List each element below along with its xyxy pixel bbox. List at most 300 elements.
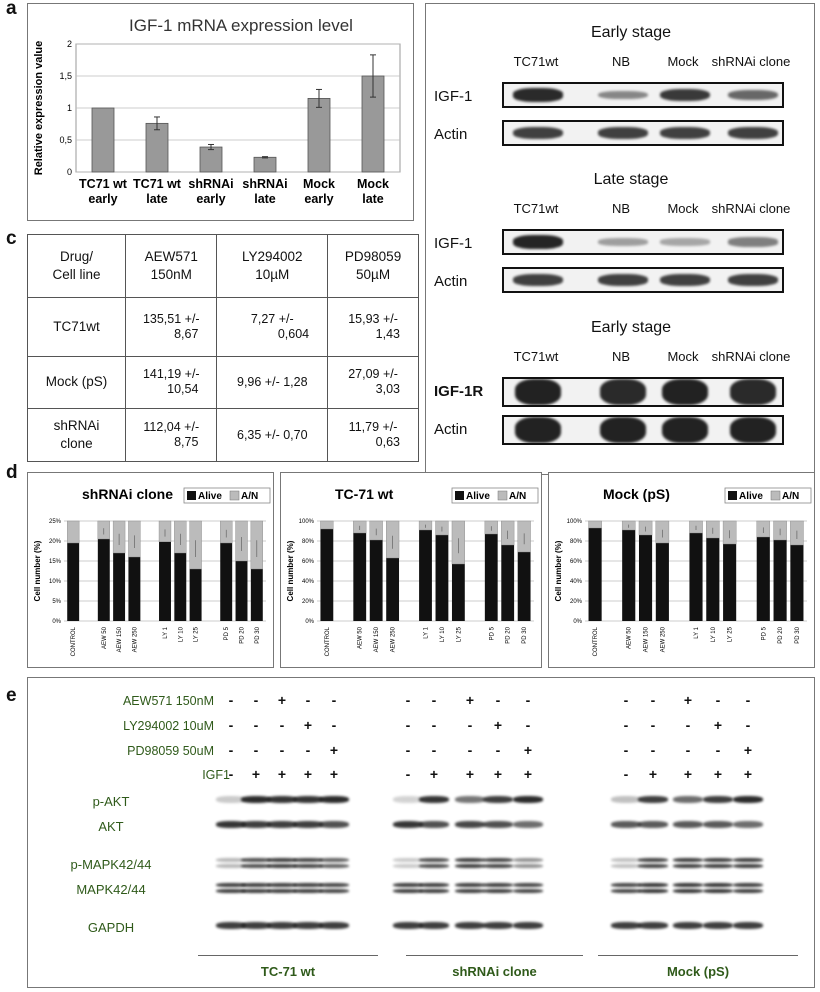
y-tick-label: 20% [301, 599, 314, 605]
lane-label: NB [611, 349, 631, 364]
blot-label: GAPDH [87, 920, 135, 935]
cell-line: 9,96 +/- 1,28 [237, 374, 308, 389]
y-tick-label: 20% [48, 539, 61, 545]
x-tick-label: LY 1 [163, 627, 169, 639]
blot-band [730, 417, 776, 443]
lane-label: TC71wt [513, 349, 559, 364]
y-tick-label: 0% [52, 619, 61, 625]
y-tick-label: 15% [48, 559, 61, 565]
blot-band [483, 883, 513, 887]
bar-alive [790, 545, 803, 621]
blot-row-label: IGF-1 [434, 235, 473, 252]
blot-band [319, 889, 349, 893]
table-header-line: 10µM [255, 266, 290, 282]
tc71-viability-chart [281, 473, 540, 666]
treatment-sign: - [405, 717, 411, 733]
blot-band [638, 858, 668, 862]
blot-section-title: Early stage [590, 319, 672, 336]
blot-strip [502, 415, 784, 445]
bar-alive [452, 564, 465, 621]
x-tick-label: early [196, 192, 226, 206]
treatment-sign: - [228, 692, 234, 708]
blot-band [733, 889, 763, 893]
cell-line: 8,75 [174, 435, 199, 450]
blot-band [600, 379, 646, 405]
blot-band [598, 274, 648, 286]
treatment-sign: + [493, 717, 503, 733]
cell-line: 135,51 +/- [142, 311, 200, 326]
treatment-sign: + [329, 766, 339, 782]
x-tick-label: LY 1 [694, 627, 700, 639]
cell-line: 6,35 +/- 0,70 [237, 427, 308, 442]
treatment-sign: + [743, 766, 753, 782]
blot-band [513, 88, 563, 102]
treatment-sign: + [251, 766, 261, 782]
x-tick-label: PD 5 [224, 627, 231, 641]
x-tick-label: PD 20 [505, 627, 512, 644]
treatment-label: AEW571 150nM [122, 694, 214, 708]
treatment-sign: - [431, 742, 437, 758]
cell-line: 141,19 +/- [142, 367, 200, 382]
x-tick-label: LY 10 [439, 627, 446, 643]
bar-alive [113, 553, 125, 621]
panel-label-c: c [6, 228, 17, 249]
treatment-sign: + [429, 766, 439, 782]
y-axis-label: Relative expression value [33, 40, 45, 176]
panel-a-frame [27, 3, 414, 221]
lane-label: TC71wt [513, 201, 559, 216]
treatment-sign: + [683, 766, 693, 782]
blot-band [513, 889, 543, 893]
blot-band [455, 821, 485, 828]
y-tick-label: 1 [66, 103, 72, 113]
blot-row-label: Actin [434, 126, 468, 143]
table-cell [217, 409, 328, 462]
blot-band [660, 238, 710, 245]
blot-band [673, 858, 703, 862]
table-header-line: LY294002 [241, 248, 303, 264]
treatment-sign: - [650, 742, 656, 758]
blot-band [319, 796, 349, 803]
x-tick-label: early [88, 192, 118, 206]
y-tick-label: 1,5 [59, 71, 72, 81]
blot-band [513, 235, 563, 249]
treatment-sign: + [493, 766, 503, 782]
x-tick-label: Mock [303, 177, 335, 191]
y-tick-label: 40% [301, 579, 314, 585]
bar-alive [436, 535, 449, 621]
treatment-sign: - [305, 742, 311, 758]
blot-band [728, 90, 778, 100]
treatment-sign: - [279, 742, 285, 758]
x-tick-label: LY 25 [193, 627, 200, 643]
bar-alive [706, 538, 719, 621]
treatment-sign: + [713, 717, 723, 733]
y-tick-label: 100% [566, 519, 582, 525]
treatment-sign: + [303, 766, 313, 782]
blot-label: p-AKT [92, 794, 130, 809]
treatment-sign: - [331, 692, 337, 708]
blot-band [638, 821, 668, 828]
table-header-line: Drug/ [60, 248, 94, 264]
y-tick-label: 25% [48, 519, 61, 525]
y-tick-label: 0,5 [59, 135, 72, 145]
blot-label: p-MAPK42/44 [70, 857, 152, 872]
blot-section-title: Late stage [593, 171, 669, 188]
cell-line: 10,54 [167, 382, 199, 397]
blot-band [483, 796, 513, 803]
group-underline [598, 955, 798, 956]
blot-band [319, 922, 349, 929]
bar-alive [757, 537, 770, 621]
legend-label: A/N [782, 491, 800, 502]
x-tick-label: AEW 50 [101, 627, 108, 650]
blot-band [455, 864, 485, 868]
table-cell [217, 297, 328, 356]
bar-alive [386, 558, 399, 621]
blot-band [598, 127, 648, 139]
panel-d-shrnai-frame [27, 472, 274, 668]
blot-row-label: Actin [434, 421, 468, 438]
blot-band [319, 883, 349, 887]
group-underline [198, 955, 378, 956]
y-axis-label: Cell number (%) [554, 540, 563, 602]
treatment-sign: - [650, 717, 656, 733]
x-tick-label: AEW 150 [643, 627, 650, 653]
lane-label: Mock [667, 349, 699, 364]
y-tick-label: 0 [66, 167, 72, 177]
lane-label: shRNAi clone [711, 54, 791, 69]
blot-band [673, 883, 703, 887]
table-header-row [28, 235, 419, 298]
x-tick-label: TC71 wt [79, 177, 127, 191]
lane-label: Mock [667, 201, 699, 216]
blot-band [638, 889, 668, 893]
treatment-sign: + [648, 766, 658, 782]
treatment-sign: - [405, 742, 411, 758]
treatment-sign: + [303, 717, 313, 733]
blot-band [660, 89, 710, 102]
legend-swatch-an [230, 491, 239, 500]
legend-swatch-alive [455, 491, 464, 500]
row-name-line: Mock (pS) [45, 374, 108, 390]
cell-line: 27,09 +/- [348, 367, 398, 382]
legend-label: A/N [241, 491, 259, 502]
blot-band [662, 379, 708, 405]
cell-line: 0,63 [375, 435, 400, 450]
treatment-sign: - [715, 692, 721, 708]
treatment-sign: - [253, 742, 259, 758]
drug-ic50-table [27, 234, 419, 462]
y-tick-label: 40% [569, 579, 582, 585]
bar-alive [622, 530, 635, 621]
treatment-label: LY294002 10uM [123, 719, 214, 733]
chart-title: shRNAi clone [82, 486, 174, 502]
x-tick-label: AEW 150 [117, 627, 124, 653]
treatment-sign: - [495, 692, 501, 708]
bar [200, 147, 222, 172]
blot-band [673, 796, 703, 803]
table-header-cell [126, 235, 217, 298]
x-tick-label: LY 1 [423, 627, 430, 639]
y-tick-label: 5% [52, 599, 61, 605]
bar-alive [518, 552, 531, 621]
x-tick-label: late [362, 192, 384, 206]
blot-band [703, 883, 733, 887]
y-tick-label: 20% [569, 599, 582, 605]
treatment-sign: + [683, 692, 693, 708]
x-tick-label: PD 20 [239, 627, 246, 644]
bar-alive [689, 533, 702, 621]
blot-band [483, 858, 513, 862]
bar-alive [320, 529, 333, 621]
x-tick-label: AEW 150 [374, 627, 381, 653]
blot-band [660, 274, 710, 286]
treatment-sign: + [277, 766, 287, 782]
lane-label: shRNAi clone [711, 349, 791, 364]
cell-line: 3,03 [375, 382, 400, 397]
table-cell [217, 356, 328, 409]
table-header-line: AEW571 [144, 248, 198, 264]
treatment-sign: - [279, 717, 285, 733]
row-name-line: TC71wt [53, 318, 100, 334]
blot-strip [502, 82, 784, 108]
treatment-sign: - [525, 717, 531, 733]
panel-e-frame [27, 677, 815, 988]
table-row-name [28, 409, 126, 462]
blot-band [455, 796, 485, 803]
table-row [28, 409, 419, 462]
legend-swatch-alive [187, 491, 196, 500]
treatment-sign: - [305, 692, 311, 708]
blot-band [638, 864, 668, 868]
blot-band [483, 889, 513, 893]
bar-alive [67, 543, 79, 621]
blot-band [419, 864, 449, 868]
legend-swatch-alive [728, 491, 737, 500]
blot-band [733, 796, 763, 803]
lane-label: Mock [667, 54, 699, 69]
blot-band [660, 127, 710, 139]
bar-alive [353, 533, 366, 621]
blot-band [513, 883, 543, 887]
chart-title: TC-71 wt [335, 486, 394, 502]
blot-band [598, 91, 648, 100]
blot-strip [502, 120, 784, 146]
table-header-line: Cell line [52, 266, 101, 282]
blot-band [728, 274, 778, 286]
blot-band [703, 889, 733, 893]
blot-strip [502, 229, 784, 255]
blot-band [419, 821, 449, 828]
treatment-sign: - [228, 742, 234, 758]
group-label: Mock (pS) [666, 964, 730, 979]
treatment-sign: - [405, 766, 411, 782]
treatment-sign: - [228, 766, 234, 782]
bar-an [589, 521, 602, 528]
x-tick-label: CONTROL [324, 627, 331, 657]
treatment-sign: - [650, 692, 656, 708]
blot-band [703, 796, 733, 803]
chart-title: Mock (pS) [603, 486, 670, 502]
cell-line: 0,604 [277, 326, 310, 341]
y-axis-label: Cell number (%) [286, 540, 295, 602]
table-cell [126, 356, 217, 409]
x-tick-label: AEW 50 [626, 627, 633, 650]
treatment-sign: - [495, 742, 501, 758]
blot-row-label: IGF-1R [434, 383, 484, 400]
treatment-sign: - [623, 717, 629, 733]
y-tick-label: 60% [301, 559, 314, 565]
y-tick-label: 80% [301, 539, 314, 545]
bar-alive [419, 530, 432, 621]
blot-band [703, 864, 733, 868]
legend-swatch-an [498, 491, 507, 500]
blot-band [319, 858, 349, 862]
table-cell [126, 409, 217, 462]
treatment-sign: - [467, 717, 473, 733]
y-tick-label: 0% [305, 619, 314, 625]
row-name-line: shRNAi [53, 418, 100, 434]
treatment-sign: - [431, 717, 437, 733]
blot-section-title: Early stage [590, 24, 672, 41]
legend-swatch-an [771, 491, 780, 500]
table-header-line: 50µM [356, 266, 391, 282]
x-tick-label: PD 30 [254, 627, 261, 644]
legend-label: Alive [739, 491, 763, 502]
treatment-sign: - [623, 766, 629, 782]
blot-band [483, 922, 513, 929]
table-cell [328, 356, 419, 409]
blot-band [728, 237, 778, 246]
treatment-sign: - [331, 717, 337, 733]
x-tick-label: shRNAi [188, 177, 234, 191]
blot-band [638, 883, 668, 887]
blot-band [703, 858, 733, 862]
blot-band [319, 821, 349, 828]
x-tick-label: Mock [357, 177, 389, 191]
mock-viability-chart [549, 473, 813, 666]
x-tick-label: PD 5 [489, 627, 496, 641]
x-tick-label: PD 30 [794, 627, 801, 644]
blot-band [733, 858, 763, 862]
treatment-sign: - [228, 717, 234, 733]
chart-title: IGF-1 mRNA expression level [129, 16, 353, 35]
blot-row-label: Actin [434, 273, 468, 290]
bar-alive [774, 540, 787, 621]
treatment-sign: + [713, 766, 723, 782]
blot-band [513, 864, 543, 868]
panel-label-a: a [6, 0, 17, 19]
bar-alive [159, 542, 171, 621]
blot-band [483, 864, 513, 868]
blot-band [513, 127, 563, 139]
treatment-sign: - [431, 692, 437, 708]
treatment-sign: + [743, 742, 753, 758]
blot-label: MAPK42/44 [76, 882, 146, 897]
bar-alive [501, 545, 514, 621]
blot-band [611, 858, 641, 862]
panel-b-frame [425, 3, 815, 475]
x-tick-label: PD 5 [761, 627, 768, 641]
blot-band [515, 379, 561, 405]
blot-band [733, 864, 763, 868]
table-row [28, 356, 419, 409]
y-tick-label: 2 [66, 39, 72, 49]
x-tick-label: shRNAi [242, 177, 288, 191]
blot-band [733, 883, 763, 887]
bar-alive [639, 535, 652, 621]
panel-label-d: d [6, 462, 18, 483]
panel-label-e: e [6, 685, 17, 706]
cell-line: 112,04 +/- [143, 420, 200, 435]
blot-band [419, 883, 449, 887]
legend-label: Alive [198, 491, 222, 502]
treatment-sign: - [685, 717, 691, 733]
treatment-sign: + [523, 742, 533, 758]
blot-strip [502, 377, 784, 407]
shrnai-viability-chart [28, 473, 272, 666]
treatment-sign: - [685, 742, 691, 758]
blot-band [515, 417, 561, 443]
table-header-line: 150nM [150, 266, 192, 282]
x-tick-label: late [254, 192, 276, 206]
x-tick-label: LY 10 [710, 627, 717, 643]
treatment-sign: - [405, 692, 411, 708]
bar-alive [251, 569, 263, 621]
bar-an [320, 521, 333, 529]
treatment-label: PD98059 50uM [127, 744, 214, 758]
x-tick-label: AEW 250 [132, 627, 139, 653]
table-cell [328, 409, 419, 462]
blot-band [673, 864, 703, 868]
treatment-sign: + [465, 766, 475, 782]
cell-line: 7,27 +/- [250, 311, 294, 326]
cell-line: 11,79 +/- [348, 420, 398, 435]
blot-band [600, 417, 646, 443]
treatment-sign: - [715, 742, 721, 758]
blot-band [419, 889, 449, 893]
panel-c-frame [27, 228, 420, 468]
blot-band [319, 864, 349, 868]
blot-row-label: IGF-1 [434, 88, 473, 105]
bar-alive [485, 534, 498, 621]
blot-band [455, 922, 485, 929]
treatment-sign: - [623, 692, 629, 708]
treatment-sign: - [467, 742, 473, 758]
legend-label: Alive [466, 491, 490, 502]
bar-alive [174, 553, 186, 621]
lane-label: NB [611, 54, 631, 69]
y-tick-label: 100% [298, 519, 314, 525]
bar-alive [220, 543, 232, 621]
group-underline [406, 955, 583, 956]
table-header-cell [217, 235, 328, 298]
bar-alive [236, 561, 248, 621]
blot-band [455, 889, 485, 893]
x-tick-label: LY 25 [727, 627, 734, 643]
bar-alive [98, 539, 110, 621]
treatment-sign: + [465, 692, 475, 708]
table-row [28, 297, 419, 356]
blot-band [513, 821, 543, 828]
table-row-name [28, 297, 126, 356]
bar [254, 157, 276, 172]
blot-band [703, 922, 733, 929]
bar-alive [370, 540, 383, 621]
bar-an [67, 521, 79, 543]
cell-line: 8,67 [174, 326, 199, 341]
